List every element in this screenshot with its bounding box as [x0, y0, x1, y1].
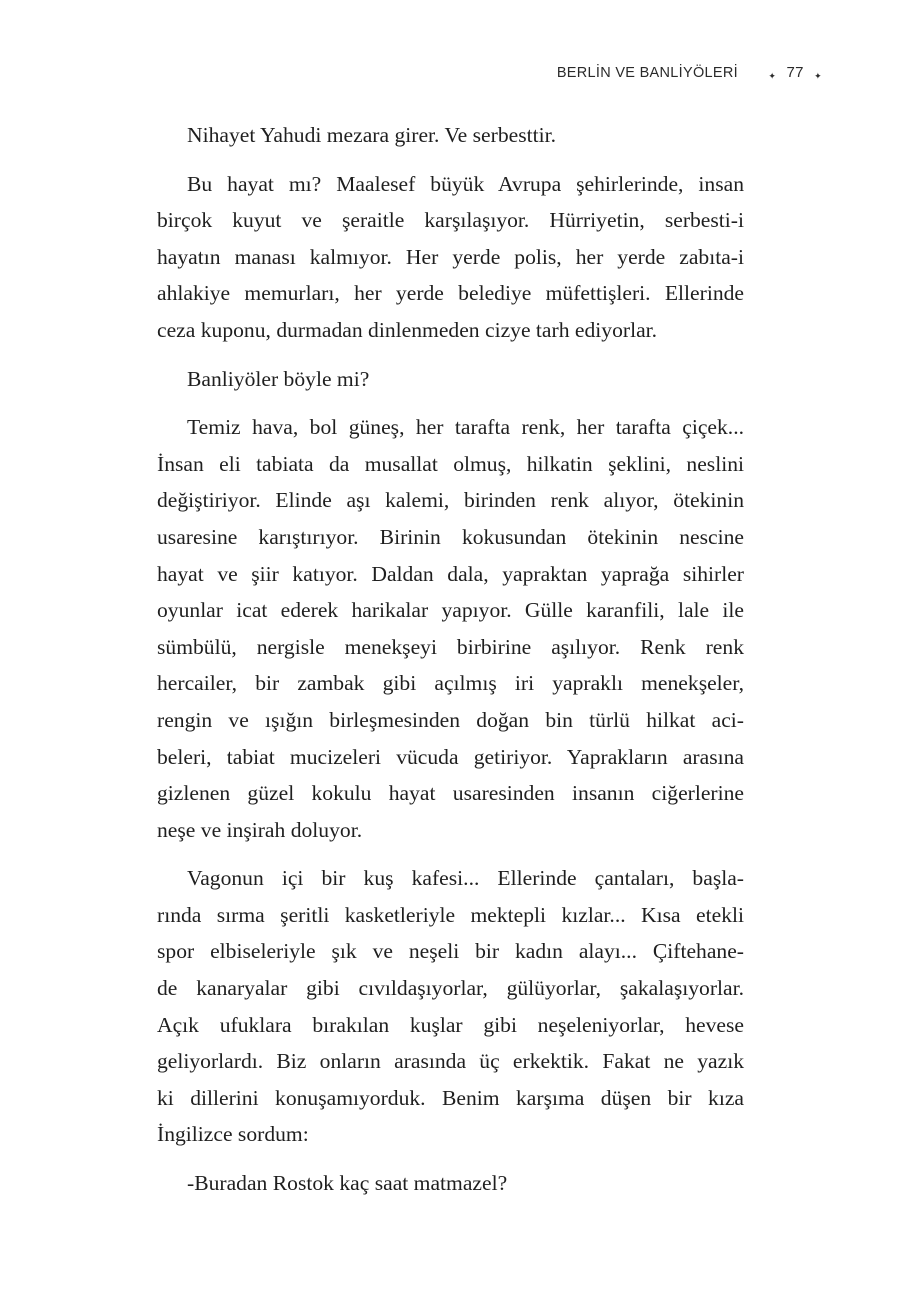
text-line: geliyorlardı. Biz onların arasında üç erkektik. Fakat ne yazık	[157, 1049, 744, 1074]
paragraph	[157, 1165, 744, 1202]
paragraph	[157, 166, 744, 349]
text-line: ki dillerini konuşamıyorduk. Benim karşıma düşen bir kıza	[157, 1085, 744, 1110]
text-line: spor elbiseleriyle şık ve neşeli bir kadın alayı... Çiftehane-	[157, 939, 744, 964]
text-line: beleri, tabiat mucizeleri vücuda getiriyor. Yaprakların arasına	[157, 744, 744, 769]
text-line: İngilizce sordum:	[157, 1122, 309, 1147]
text-line: hayatın manası kalmıyor. Her yerde polis, her yerde zabıta-i	[157, 244, 744, 269]
text-line: hercailer, bir zambak gibi açılmış iri yapraklı menekşeler,	[157, 671, 744, 696]
text-line: değiştiriyor. Elinde aşı kalemi, birinden renk alıyor, ötekinin	[157, 488, 744, 513]
paragraph	[157, 409, 744, 848]
ornament-right-icon: ✦	[814, 71, 822, 81]
text-line: ahlakiye memurları, her yerde belediye müfettişleri. Ellerinde	[157, 281, 744, 306]
page-number: 77	[786, 64, 804, 81]
paragraph	[157, 117, 744, 154]
text-line: sümbülü, nergisle menekşeyi birbirine aşılıyor. Renk renk	[157, 634, 744, 659]
text-line: Açık ufuklara bırakılan kuşlar gibi neşeleniyorlar, hevese	[157, 1012, 744, 1037]
text-line: usaresine karıştırıyor. Birinin kokusundan ötekinin nescine	[157, 524, 744, 549]
text-line: Temiz hava, bol güneş, her tarafta renk, her tarafta çiçek...	[187, 415, 744, 440]
ornament-left-icon: ✦	[768, 71, 777, 81]
running-header	[0, 64, 822, 81]
text-line: -Buradan Rostok kaç saat matmazel?	[187, 1171, 508, 1196]
running-title: BERLİN VE BANLİYÖLERİ	[556, 65, 738, 81]
text-line: neşe ve inşirah doluyor.	[157, 817, 363, 842]
text-line: hayat ve şiir katıyor. Daldan dala, yapraktan yaprağa sihirler	[157, 561, 744, 586]
text-line: gizlenen güzel kokulu hayat usaresinden insanın ciğerlerine	[157, 781, 744, 806]
text-line: Vagonun içi bir kuş kafesi... Ellerinde çantaları, başla-	[187, 866, 744, 891]
text-line: İnsan eli tabiata da musallat olmuş, hilkatin şeklini, neslini	[157, 451, 744, 476]
body-text	[157, 117, 744, 1202]
text-line: Bu hayat mı? Maalesef büyük Avrupa şehirlerinde, insan	[187, 171, 744, 196]
paragraph	[157, 860, 744, 1153]
text-line: de kanaryalar gibi cıvıldaşıyorlar, gülüyorlar, şakalaşıyorlar.	[157, 976, 744, 1001]
text-line: rengin ve ışığın birleşmesinden doğan bin türlü hilkat aci-	[157, 707, 744, 732]
text-line: rında sırma şeritli kasketleriyle mektepli kızlar... Kısa etekli	[157, 902, 744, 927]
text-line: oyunlar icat ederek harikalar yapıyor. Gülle karanfili, lale ile	[157, 598, 744, 623]
text-line: birçok kuyut ve şeraitle karşılaşıyor. Hürriyetin, serbesti-i	[157, 208, 744, 233]
paragraph	[157, 361, 744, 398]
text-line: Banliyöler böyle mi?	[187, 366, 370, 391]
text-line: Nihayet Yahudi mezara girer. Ve serbesttir.	[187, 123, 556, 147]
text-line: ceza kuponu, durmadan dinlenmeden cizye tarh ediyorlar.	[157, 317, 658, 342]
